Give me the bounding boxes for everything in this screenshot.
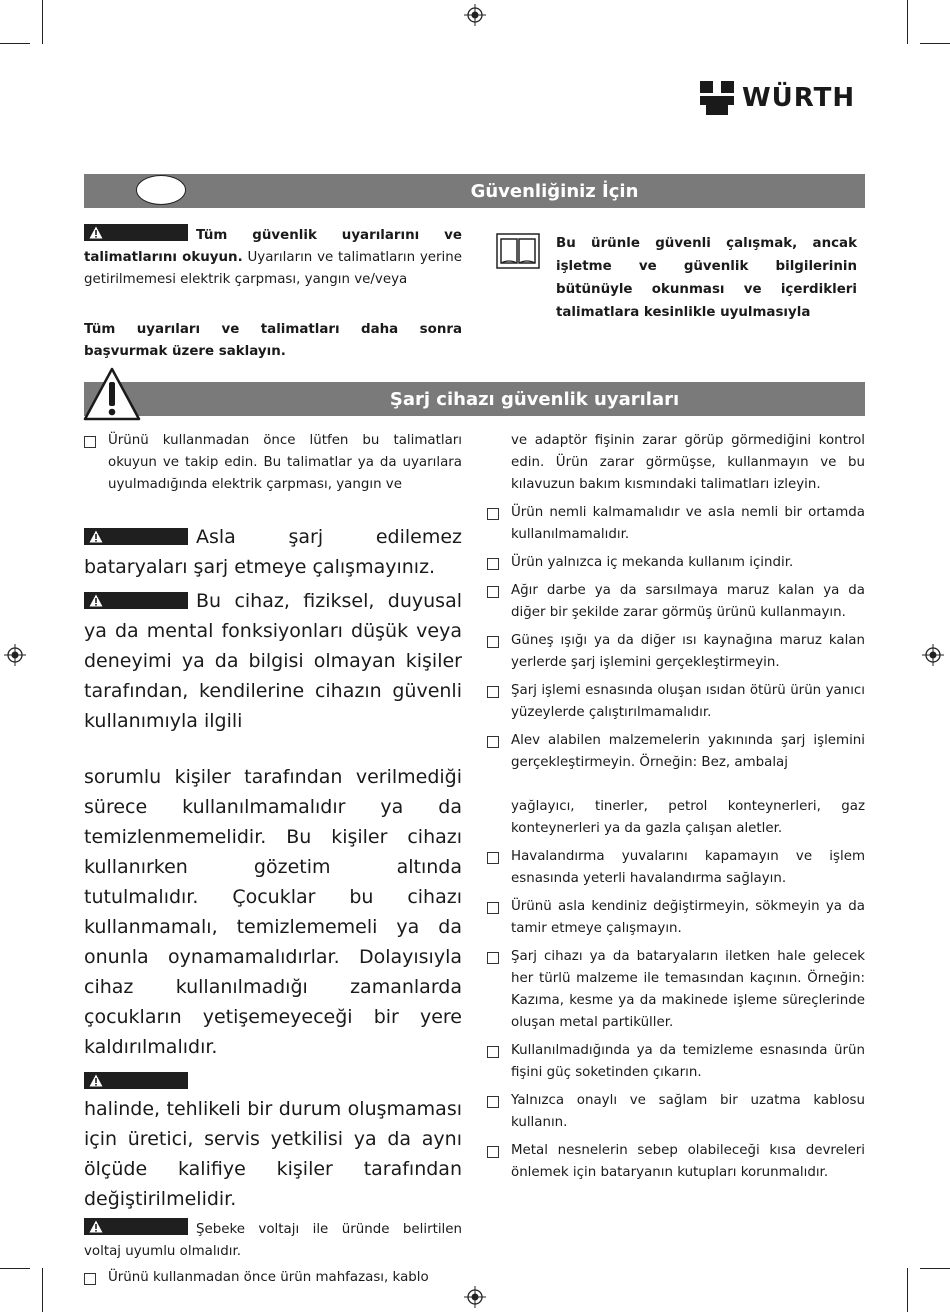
list-item-text: Ürünü kullanmadan önce ürün mahfazası, kablo	[108, 1270, 429, 1285]
warning-text: Uyarıların ve talimatların yerine getirilmemesi elektrik çarpması, yangın ve/veya	[84, 250, 462, 287]
warning-icon	[89, 530, 103, 543]
registration-mark-icon	[922, 644, 944, 666]
crop-mark	[42, 1268, 43, 1312]
list-item-text: Ağır darbe ya da sarsılmaya maruz kalan ya da diğer bir şekilde zarar görmüş ürünü kullanmayın.	[511, 583, 865, 620]
brand-logo	[700, 80, 855, 116]
list-item	[487, 846, 865, 890]
warning-badge	[84, 1218, 188, 1235]
list-item	[487, 896, 865, 940]
checkbox-bullet-icon	[487, 508, 499, 520]
warning-paragraph	[84, 522, 462, 582]
checkbox-bullet-icon	[84, 436, 96, 448]
list-item-text: Ürün nemli kalmamalıdır ve asla nemli bir ortamda kullanılmamalıdır.	[511, 505, 865, 542]
list-item-text: Alev alabilen malzemelerin yakınında şarj işlemini gerçekleştirmeyin. Örneğin: Bez, ambalaj	[511, 733, 865, 770]
checkbox-bullet-icon	[487, 1096, 499, 1108]
list-item-text: Ürün yalnızca iç mekanda kullanım içindir.	[511, 555, 794, 570]
crop-mark	[0, 43, 30, 44]
list-item	[487, 1040, 865, 1084]
safety-intro-left	[84, 224, 462, 363]
list-item	[487, 630, 865, 674]
warning-text: Şebeke voltajı ile üründe belirtilen voltaj uyumlu olmalıdır.	[84, 1222, 462, 1259]
warning-bold-text: Tüm güvenlik uyarılarını ve talimatlarını okuyun.	[84, 228, 462, 265]
list-item-continuation: ve adaptör fişinin zarar görüp görmediğini kontrol edin. Ürün zarar görmüşse, kullanmayın ve bu kılavuzun bakım kısmındaki talimatları izleyin.	[511, 433, 865, 492]
wurth-logo-icon	[700, 81, 734, 115]
warning-text: Bu cihaz, fiziksel, duyusal ya da mental fonksiyonları düşük veya deneyimi ya da bilgisi olmayan kişiler tarafından, kendilerine cihazın güvenli kullanımıyla ilgili	[84, 590, 462, 732]
crop-mark	[42, 0, 43, 44]
warning-icon	[89, 1220, 103, 1233]
manual-book-icon	[496, 233, 540, 269]
checkbox-bullet-icon	[487, 1146, 499, 1158]
list-item-text: Yalnızca onaylı ve sağlam bir uzatma kablosu kullanın.	[511, 1093, 865, 1130]
checkbox-bullet-icon	[487, 736, 499, 748]
list-item	[84, 1267, 462, 1289]
list-item	[84, 430, 462, 496]
checkbox-bullet-icon	[487, 902, 499, 914]
warning-continuation: sorumlu kişiler tarafından verilmediği sürece kullanılmamalıdır ya da temizlenmemelidir. Bu kişiler cihazı kullanırken gözetim altında tutulmalıdır. Çocuklar bu cihazı kullanmamalı, temizlememeli ya da onunla oynamamalıdırlar. Dolayısıyla cihaz kullanılmadığı zamanlarda çocukların yetişemeyeceği bir yere kaldırılmalıdır.	[84, 766, 462, 1058]
list-item	[487, 730, 865, 774]
checkbox-bullet-icon	[487, 952, 499, 964]
charger-warnings-left	[84, 430, 462, 1289]
warning-triangle-icon	[82, 366, 142, 422]
list-item-text: Şarj işlemi esnasında oluşan ısıdan ötürü ürün yanıcı yüzeylerde çalıştırılmamalıdır.	[511, 683, 865, 720]
crop-mark	[907, 0, 908, 44]
section-title: Şarj cihazı güvenlik uyarıları	[389, 388, 680, 410]
section-title: Güvenliğiniz İçin	[470, 180, 639, 202]
warning-icon	[89, 1074, 103, 1087]
registration-mark-icon	[4, 644, 26, 666]
warning-badge	[84, 1072, 188, 1089]
list-item-text: Havalandırma yuvalarını kapamayın ve işlem esnasında yeterli havalandırma sağlayın.	[511, 849, 865, 886]
manual-info-text: Bu ürünle güvenli çalışmak, ancak işletme ve güvenlik bilgilerinin bütünüyle okunması ve içerdikleri talimatlara kesinlikle uyulmasıyla	[556, 236, 857, 320]
list-item	[487, 502, 865, 546]
section-title-bar	[84, 382, 865, 416]
registration-mark-icon	[464, 4, 486, 26]
warning-paragraph	[84, 586, 462, 736]
list-item	[487, 580, 865, 624]
list-item-text: Ürünü asla kendiniz değiştirmeyin, sökmeyin ya da tamir etmeye çalışmayın.	[511, 899, 865, 936]
list-item-text: Güneş ışığı ya da diğer ısı kaynağına maruz kalan yerlerde şarj işlemini gerçekleştirmeyin.	[511, 633, 865, 670]
warning-badge	[84, 224, 188, 241]
checkbox-bullet-icon	[487, 1046, 499, 1058]
list-item	[487, 946, 865, 1034]
section-title-bar	[84, 174, 865, 208]
keep-instructions-text: Tüm uyarıları ve talimatları daha sonra başvurmak üzere saklayın.	[84, 322, 462, 359]
checkbox-bullet-icon	[487, 558, 499, 570]
crop-mark	[907, 1268, 908, 1312]
warning-badge	[84, 592, 188, 609]
list-item	[487, 680, 865, 724]
warning-badge-row	[84, 1072, 462, 1094]
list-item-text: Ürünü kullanmadan önce lütfen bu talimatları okuyun ve takip edin. Bu talimatlar ya da uyarılara uyulmadığında elektrik çarpması, yangın ve	[108, 433, 462, 492]
checkbox-bullet-icon	[487, 586, 499, 598]
checkbox-bullet-icon	[487, 636, 499, 648]
registration-mark-icon	[464, 1286, 486, 1308]
list-item-text: Şarj cihazı ya da bataryaların iletken hale gelecek her türlü malzeme ile temasından kaçının. Örneğin: Kazıma, kesme ya da makinede işleme süreçlerinde oluşan metal partiküller.	[511, 949, 865, 1030]
crop-mark	[920, 43, 950, 44]
language-oval-icon	[136, 175, 186, 205]
warning-paragraph	[84, 224, 462, 291]
list-item-text: Metal nesnelerin sebep olabileceği kısa devreleri önlemek için bataryanın kutupları korunmalıdır.	[511, 1143, 865, 1180]
checkbox-bullet-icon	[84, 1273, 96, 1285]
brand-name: WÜRTH	[742, 83, 856, 113]
list-item-text: Kullanılmadığında ya da temizleme esnasında ürün fişini güç soketinden çıkarın.	[511, 1043, 865, 1080]
crop-mark	[920, 1268, 950, 1269]
list-item	[487, 552, 865, 574]
list-item	[487, 1140, 865, 1184]
warning-badge	[84, 528, 188, 545]
charger-warnings-right	[487, 430, 865, 1190]
crop-mark	[0, 1268, 30, 1269]
warning-continuation: halinde, tehlikeli bir durum oluşmaması için üretici, servis yetkilisi ya da aynı ölçüde kalifiye kişiler tarafından değiştirilmelidir.	[84, 1098, 462, 1210]
checkbox-bullet-icon	[487, 686, 499, 698]
warning-text: Asla şarj edilemez bataryaları şarj etmeye çalışmayınız.	[84, 526, 462, 578]
list-item	[487, 1090, 865, 1134]
warning-icon	[89, 226, 103, 239]
list-item-continuation: yağlayıcı, tinerler, petrol konteynerleri, gaz konteynerleri ya da gazla çalışan aletler.	[511, 799, 865, 836]
checkbox-bullet-icon	[487, 852, 499, 864]
warning-icon	[89, 594, 103, 607]
warning-paragraph	[84, 1218, 462, 1263]
